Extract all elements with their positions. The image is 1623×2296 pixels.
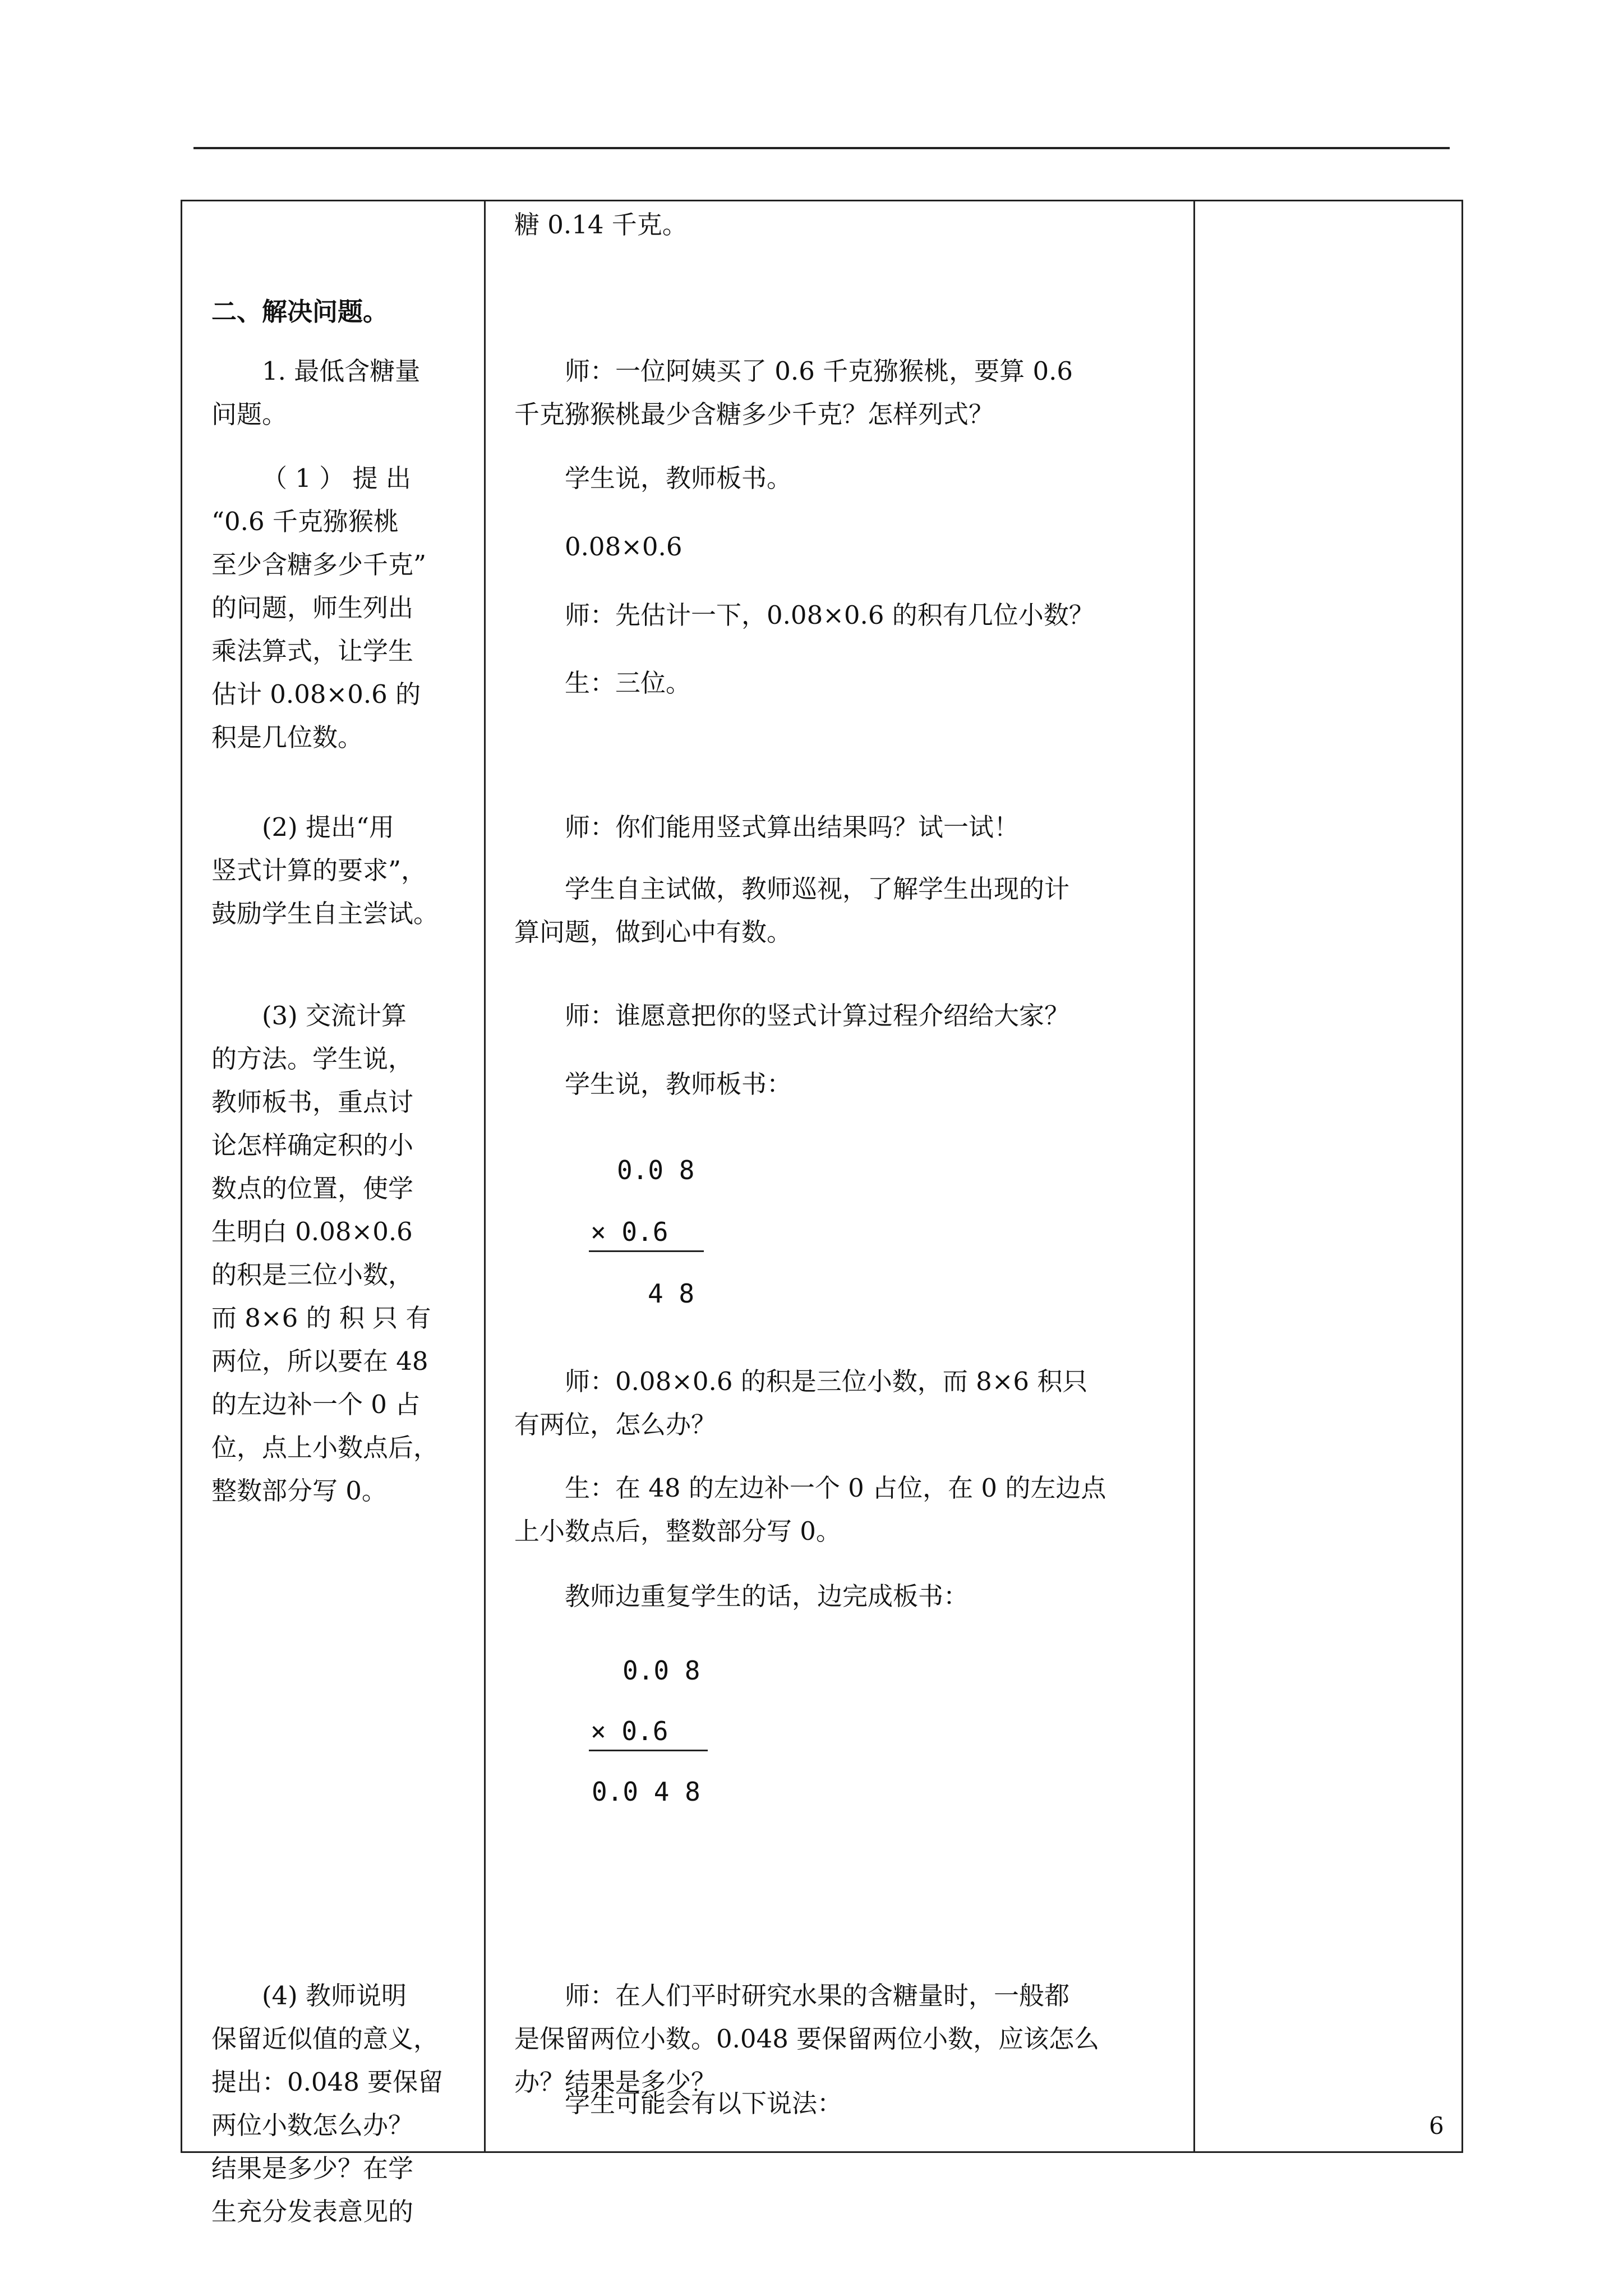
lesson-plan-table bbox=[181, 200, 1463, 2226]
text-line: 估计 0.08×0.6 的 bbox=[211, 679, 421, 709]
text-line: 的积是三位小数， bbox=[211, 1260, 414, 1290]
text-line: 论怎样确定积的小 bbox=[211, 1130, 414, 1160]
text-line: 整数部分写 0。 bbox=[211, 1476, 387, 1506]
text-line: 两位小数怎么办？ bbox=[211, 2110, 414, 2140]
text-line: 提出：0.048 要保留 bbox=[211, 2067, 444, 2097]
text-line: 位，点上小数点后， bbox=[211, 1433, 439, 1462]
calc-multiplicand: 0.0 8 bbox=[617, 1155, 695, 1185]
item-1-text bbox=[211, 349, 453, 436]
paragraph-12: 教师边重复学生的话，边完成板书： bbox=[565, 1581, 969, 1611]
text-line: 算问题，做到心中有数。 bbox=[514, 917, 792, 947]
paragraph-7 bbox=[514, 867, 1170, 954]
calc-multiplier: × 0.6 bbox=[591, 1217, 668, 1247]
text-line: 数点的位置，使学 bbox=[211, 1174, 414, 1203]
calc-multiplier: × 0.6 bbox=[591, 1716, 668, 1746]
text-line: 生明白 0.08×0.6 bbox=[211, 1217, 413, 1246]
text-line: (3) 交流计算 bbox=[262, 1001, 407, 1030]
calc-partial-product: 4 8 bbox=[648, 1278, 695, 1309]
text-line: 办？结果是多少？ bbox=[514, 2067, 717, 2097]
text-line: 的方法。学生说， bbox=[211, 1044, 414, 1074]
text-line: 至少含糖多少千克” bbox=[211, 550, 427, 579]
paragraph-1 bbox=[514, 349, 1170, 436]
text-line: 师：在人们平时研究水果的含糖量时，一般都 bbox=[565, 1981, 1070, 2010]
text-line: 积是几位数。 bbox=[211, 723, 363, 752]
paragraph-9: 学生说，教师板书： bbox=[565, 1069, 792, 1099]
calc-product: 0.0 4 8 bbox=[592, 1777, 700, 1807]
calc-multiplicand: 0.0 8 bbox=[623, 1655, 700, 1686]
text-line: 师：一位阿姨买了 0.6 千克猕猴桃，要算 0.6 bbox=[565, 356, 1073, 386]
calc-underline bbox=[589, 1750, 708, 1751]
section-title: 二、解决问题。 bbox=[211, 297, 389, 326]
text-line: 生充分发表意见的 bbox=[211, 2197, 414, 2226]
paragraph-8: 师：谁愿意把你的竖式计算过程介绍给大家？ bbox=[565, 1001, 1070, 1030]
continued-text: 糖 0.14 千克。 bbox=[514, 210, 688, 240]
text-line: 有两位，怎么办？ bbox=[514, 1410, 717, 1439]
paragraph-5: 生：三位。 bbox=[565, 668, 691, 698]
header-rule bbox=[193, 147, 1450, 149]
paragraph-2: 学生说，教师板书。 bbox=[565, 463, 792, 493]
text-line: (4) 教师说明 bbox=[262, 1981, 407, 2010]
text-line: 问题。 bbox=[211, 399, 288, 429]
paragraph-11 bbox=[514, 1466, 1170, 1553]
expression: 0.08×0.6 bbox=[565, 532, 683, 562]
text-line: 乘法算式，让学生 bbox=[211, 636, 414, 666]
text-line: (2) 提出“用 bbox=[262, 812, 395, 842]
paragraph-4: 师：先估计一下，0.08×0.6 的积有几位小数？ bbox=[565, 600, 1094, 630]
text-line: 是保留两位小数。0.048 要保留两位小数，应该怎么 bbox=[514, 2024, 1100, 2054]
text-line: 1. 最低含糖量 bbox=[262, 356, 421, 386]
column-divider bbox=[484, 201, 486, 2151]
text-line: 师：0.08×0.6 的积是三位小数，而 8×6 积只 bbox=[565, 1366, 1088, 1396]
text-line: （ 1 ） 提 出 bbox=[262, 463, 411, 493]
text-line: 生：在 48 的左边补一个 0 占位，在 0 的左边点 bbox=[565, 1473, 1106, 1503]
column-divider bbox=[1193, 201, 1195, 2151]
calc-underline bbox=[589, 1250, 704, 1252]
text-line: 上小数点后，整数部分写 0。 bbox=[514, 1516, 841, 1546]
text-line: 学生自主试做，教师巡视，了解学生出现的计 bbox=[565, 874, 1070, 904]
step-4-text bbox=[211, 1974, 453, 2233]
text-line: 教师板书，重点讨 bbox=[211, 1087, 414, 1117]
text-line: 竖式计算的要求”， bbox=[211, 855, 427, 885]
text-line: 鼓励学生自主尝试。 bbox=[211, 899, 439, 928]
step-2-text bbox=[211, 806, 453, 935]
page-number: 6 bbox=[1429, 2112, 1444, 2139]
text-line: 千克猕猴桃最少含糖多少千克？怎样列式？ bbox=[514, 399, 994, 429]
text-line: 的问题，师生列出 bbox=[211, 593, 414, 623]
text-line: “0.6 千克猕猴桃 bbox=[211, 507, 399, 536]
step-3-text bbox=[211, 994, 453, 1512]
text-line: 而 8×6 的 积 只 有 bbox=[211, 1303, 431, 1333]
text-line: 的左边补一个 0 占 bbox=[211, 1389, 421, 1419]
paragraph-10 bbox=[514, 1360, 1170, 1446]
paragraph-6: 师：你们能用竖式算出结果吗？试一试！ bbox=[565, 812, 1020, 842]
text-line: 保留近似值的意义， bbox=[211, 2024, 439, 2054]
step-1-text bbox=[211, 457, 453, 759]
text-line: 结果是多少？在学 bbox=[211, 2154, 414, 2183]
paragraph-14: 学生可能会有以下说法： bbox=[565, 2088, 843, 2118]
text-line: 两位，所以要在 48 bbox=[211, 1346, 428, 1376]
